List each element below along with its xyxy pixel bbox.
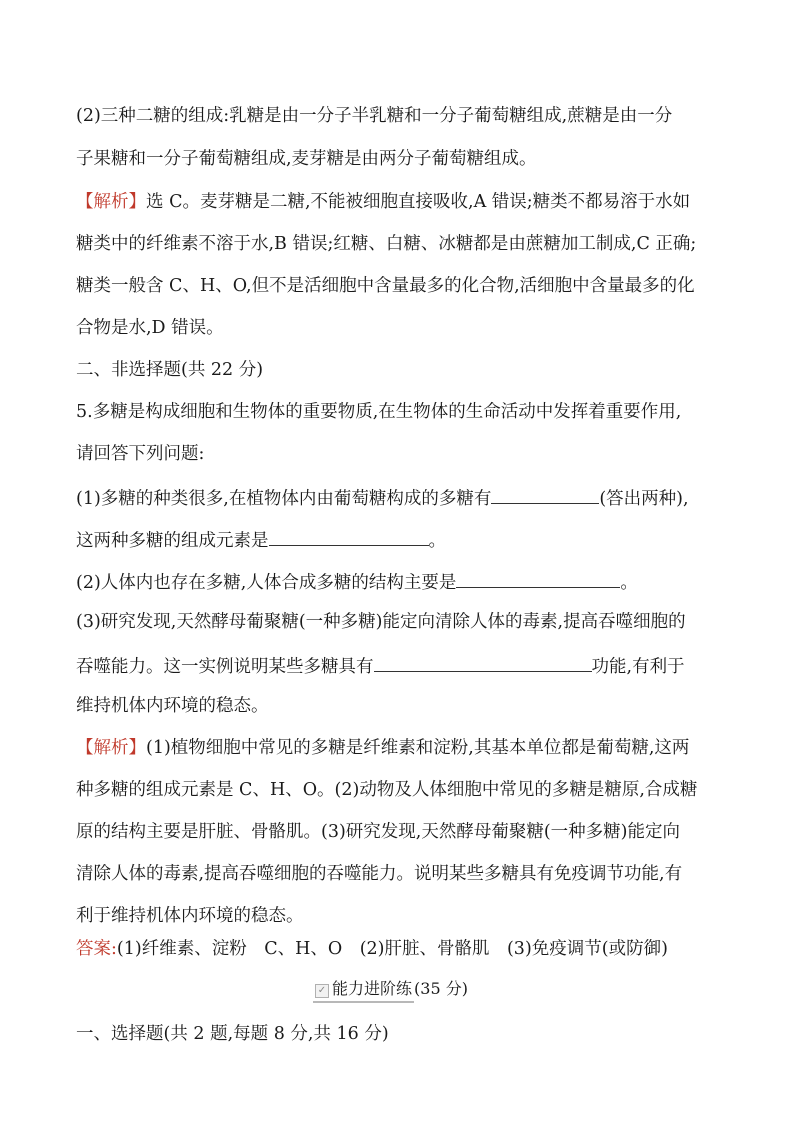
- sub-question-2: (2)人体内也存在多糖,人体合成多糖的结构主要是 。: [76, 569, 638, 594]
- section-heading: 二、非选择题(共 22 分): [76, 360, 264, 380]
- text-line: 子果糖和一分子葡萄糖组成,麦芽糖是由两分子葡萄糖组成。: [76, 149, 537, 169]
- answer-line: 答案:(1)纤维素、淀粉 C、H、O (2)肝脏、骨骼肌 (3)免疫调节(或防御): [76, 939, 668, 959]
- badge-score: (35 分): [414, 979, 468, 998]
- text-line: 原的结构主要是肝脏、骨骼肌。(3)研究发现,天然酵母葡聚糖(一种多糖)能定向: [76, 822, 681, 842]
- badge-box: [313, 978, 414, 1003]
- answer-blank[interactable]: [456, 569, 620, 588]
- text-line: 合物是水,D 错误。: [76, 318, 224, 338]
- answer-blank[interactable]: [491, 485, 599, 504]
- answer-tag: 答案:: [76, 939, 117, 959]
- answer-blank[interactable]: [374, 653, 592, 672]
- question-5: 5.多糖是构成细胞和生物体的重要物质,在生物体的生命活动中发挥着重要作用,: [76, 402, 682, 422]
- analysis-paragraph-2: 【解析】(1)植物细胞中常见的多糖是纤维素和淀粉,其基本单位都是葡萄糖,这两: [76, 738, 690, 758]
- sub-question-1: (1)多糖的种类很多,在植物体内由葡萄糖构成的多糖有 (答出两种),: [76, 485, 689, 510]
- text-line: 请回答下列问题:: [76, 444, 205, 464]
- text-line: 维持机体内环境的稳态。: [76, 696, 269, 716]
- text-line: (2)三种二糖的组成:乳糖是由一分子半乳糖和一分子葡萄糖组成,蔗糖是由一分: [76, 106, 673, 126]
- text-line: 清除人体的毒素,提高吞噬细胞的吞噬能力。说明某些多糖具有免疫调节功能,有: [76, 864, 683, 884]
- text-line: 种多糖的组成元素是 C、H、O。(2)动物及人体细胞中常见的多糖是糖原,合成糖: [76, 780, 698, 800]
- text-line: 糖类中的纤维素不溶于水,B 错误;红糖、白糖、冰糖都是由蔗糖加工制成,C 正确;: [76, 234, 697, 254]
- text-line: 利于维持机体内环境的稳态。: [76, 906, 304, 926]
- text-line: 这两种多糖的组成元素是 。: [76, 527, 446, 552]
- section-heading: 一、选择题(共 2 题,每题 8 分,共 16 分): [76, 1024, 389, 1044]
- analysis-tag: 【解析】: [76, 192, 146, 212]
- text-line: 糖类一般含 C、H、O,但不是活细胞中含量最多的化合物,活细胞中含量最多的化: [76, 276, 695, 296]
- analysis-paragraph-1: 【解析】选 C。麦芽糖是二糖,不能被细胞直接吸收,A 错误;糖类不都易溶于水如: [76, 192, 691, 212]
- answer-blank[interactable]: [269, 527, 429, 546]
- check-icon: ✓: [315, 984, 329, 998]
- analysis-tag: 【解析】: [76, 738, 146, 758]
- section-badge: [313, 978, 468, 1003]
- sub-question-3: (3)研究发现,天然酵母葡聚糖(一种多糖)能定向清除人体的毒素,提高吞噬细胞的: [76, 612, 686, 632]
- badge-label: 能力进阶练: [332, 979, 413, 998]
- text-line: 吞噬能力。这一实例说明某些多糖具有 功能,有利于: [76, 653, 685, 678]
